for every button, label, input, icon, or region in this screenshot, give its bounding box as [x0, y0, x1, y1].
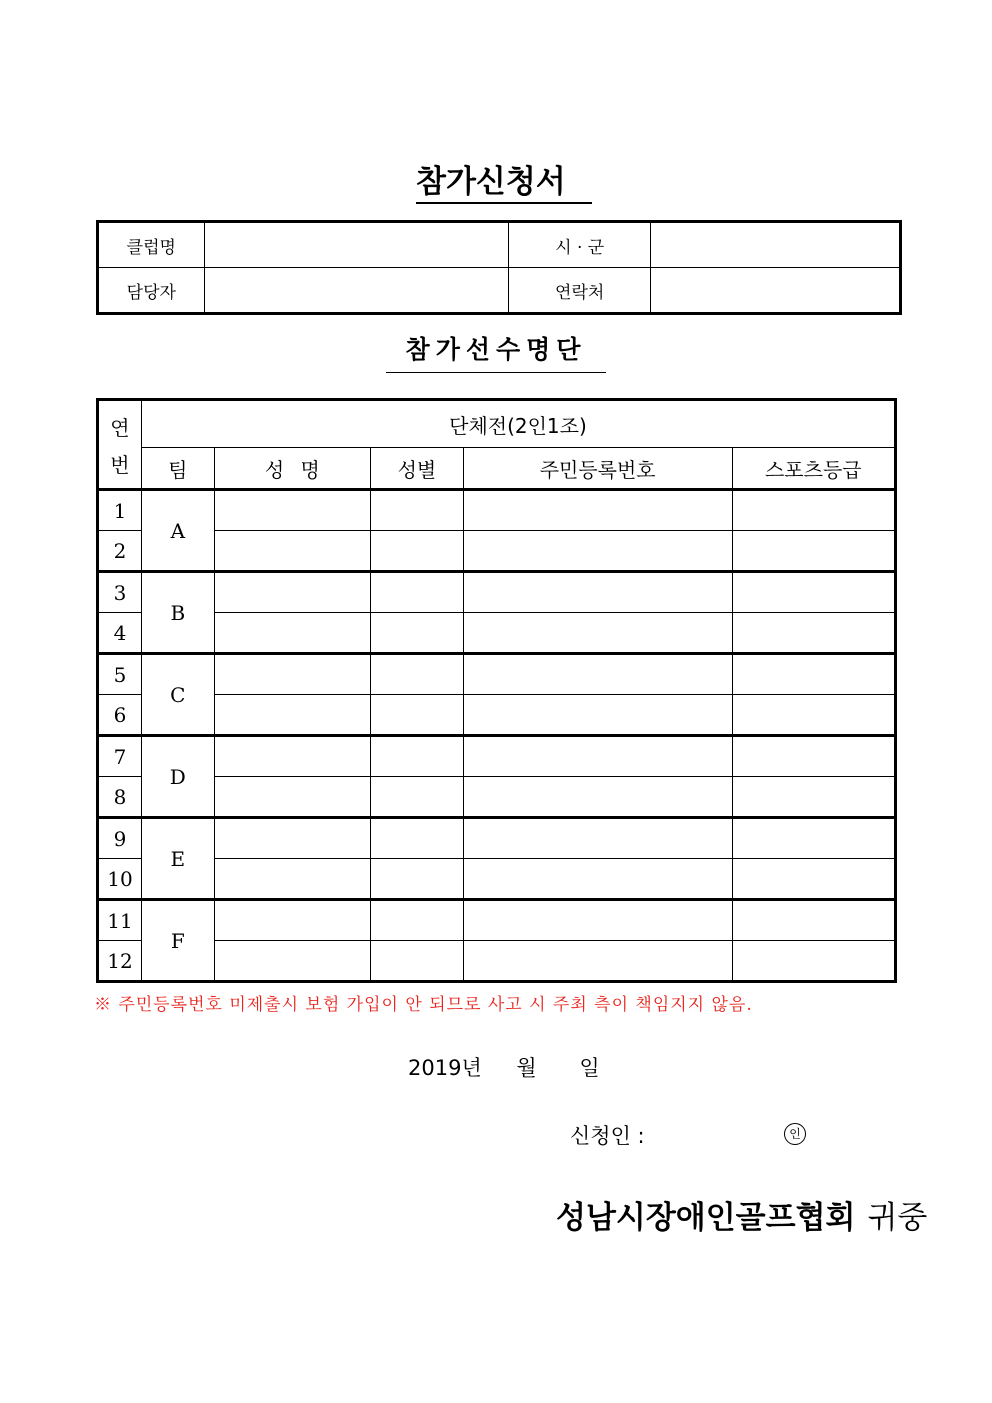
sport-grade-cell[interactable] [732, 859, 895, 900]
roster-row [98, 654, 896, 695]
gender-cell[interactable] [371, 695, 464, 736]
team-header: 팀 [141, 448, 214, 490]
team-letter: E [141, 818, 214, 900]
roster-row [98, 613, 896, 654]
sport-grade-cell[interactable] [732, 818, 895, 859]
sport-grade-cell[interactable] [732, 777, 895, 818]
club-field[interactable] [204, 222, 509, 268]
applicant-label: 신청인 : [570, 1124, 645, 1148]
serial-number: 3 [98, 572, 142, 613]
serial-header [98, 400, 142, 490]
sport-grade-cell[interactable] [732, 531, 895, 572]
id-number-cell[interactable] [463, 777, 732, 818]
serial-number: 2 [98, 531, 142, 572]
roster-row [98, 490, 896, 531]
gender-cell[interactable] [371, 531, 464, 572]
serial-header-line2: 번 [110, 452, 130, 477]
team-letter: F [141, 900, 214, 982]
roster-row [98, 777, 896, 818]
contact-field[interactable] [650, 268, 900, 314]
manager-label: 담당자 [98, 268, 205, 314]
sport-grade-cell[interactable] [732, 654, 895, 695]
id-number-notice: ※ 주민등록번호 미제출시 보험 가입이 안 되므로 사고 시 주최 측이 책임지지 않음. [94, 995, 753, 1015]
serial-number: 6 [98, 695, 142, 736]
manager-field[interactable] [204, 268, 509, 314]
id-number-header: 주민등록번호 [463, 448, 732, 490]
team-letter: C [141, 654, 214, 736]
id-number-cell[interactable] [463, 736, 732, 777]
team-letter: A [141, 490, 214, 572]
contact-label: 연락처 [509, 268, 651, 314]
name-cell[interactable] [214, 654, 370, 695]
gender-cell[interactable] [371, 777, 464, 818]
serial-number: 4 [98, 613, 142, 654]
gender-cell[interactable] [371, 818, 464, 859]
name-cell[interactable] [214, 859, 370, 900]
id-number-cell[interactable] [463, 613, 732, 654]
gender-cell[interactable] [371, 859, 464, 900]
sport-grade-cell[interactable] [732, 490, 895, 531]
id-number-cell[interactable] [463, 531, 732, 572]
name-header: 성 명 [214, 448, 370, 490]
id-number-cell[interactable] [463, 900, 732, 941]
name-cell[interactable] [214, 695, 370, 736]
gender-cell[interactable] [371, 736, 464, 777]
sport-grade-cell[interactable] [732, 695, 895, 736]
gender-header: 성별 [371, 448, 464, 490]
roster-row [98, 900, 896, 941]
roster-title: 참가선수명단 [386, 332, 606, 373]
serial-number: 5 [98, 654, 142, 695]
serial-number: 9 [98, 818, 142, 859]
recipient-org: 성남시장애인골프협회 [556, 1200, 856, 1236]
name-cell[interactable] [214, 900, 370, 941]
id-number-cell[interactable] [463, 941, 732, 982]
serial-number: 8 [98, 777, 142, 818]
id-number-cell[interactable] [463, 859, 732, 900]
serial-number: 1 [98, 490, 142, 531]
name-cell[interactable] [214, 941, 370, 982]
serial-number: 10 [98, 859, 142, 900]
group-header: 단체전(2인1조) [141, 400, 895, 448]
serial-header-line1: 연 [110, 415, 130, 440]
city-field[interactable] [650, 222, 900, 268]
name-cell[interactable] [214, 531, 370, 572]
roster-row [98, 818, 896, 859]
team-letter: D [141, 736, 214, 818]
roster-row [98, 531, 896, 572]
club-label: 클럽명 [98, 222, 205, 268]
sport-grade-cell[interactable] [732, 572, 895, 613]
name-cell[interactable] [214, 818, 370, 859]
serial-number: 7 [98, 736, 142, 777]
seal-mark: 인 [784, 1123, 806, 1145]
roster-row [98, 572, 896, 613]
id-number-cell[interactable] [463, 572, 732, 613]
sport-grade-cell[interactable] [732, 941, 895, 982]
date-month: 월 [516, 1056, 537, 1080]
roster-row [98, 695, 896, 736]
id-number-cell[interactable] [463, 654, 732, 695]
gender-cell[interactable] [371, 613, 464, 654]
application-date [408, 1052, 600, 1082]
name-cell[interactable] [214, 613, 370, 654]
gender-cell[interactable] [371, 900, 464, 941]
recipient [556, 1192, 927, 1237]
gender-cell[interactable] [371, 654, 464, 695]
roster-row [98, 941, 896, 982]
sport-grade-cell[interactable] [732, 900, 895, 941]
applicant-info-table [96, 220, 902, 315]
gender-cell[interactable] [371, 490, 464, 531]
id-number-cell[interactable] [463, 695, 732, 736]
recipient-suffix: 귀중 [867, 1200, 928, 1236]
id-number-cell[interactable] [463, 818, 732, 859]
city-label: 시 · 군 [509, 222, 651, 268]
roster-table [96, 398, 897, 983]
form-title: 참가신청서 [416, 162, 592, 204]
serial-number: 11 [98, 900, 142, 941]
sport-grade-header: 스포츠등급 [732, 448, 895, 490]
team-letter: B [141, 572, 214, 654]
sport-grade-cell[interactable] [732, 736, 895, 777]
name-cell[interactable] [214, 736, 370, 777]
gender-cell[interactable] [371, 941, 464, 982]
name-cell[interactable] [214, 777, 370, 818]
gender-cell[interactable] [371, 572, 464, 613]
date-day: 일 [579, 1056, 600, 1080]
name-cell[interactable] [214, 490, 370, 531]
date-year: 2019년 [408, 1056, 482, 1080]
serial-number: 12 [98, 941, 142, 982]
sport-grade-cell[interactable] [732, 613, 895, 654]
name-cell[interactable] [214, 572, 370, 613]
id-number-cell[interactable] [463, 490, 732, 531]
roster-row [98, 736, 896, 777]
roster-row [98, 859, 896, 900]
